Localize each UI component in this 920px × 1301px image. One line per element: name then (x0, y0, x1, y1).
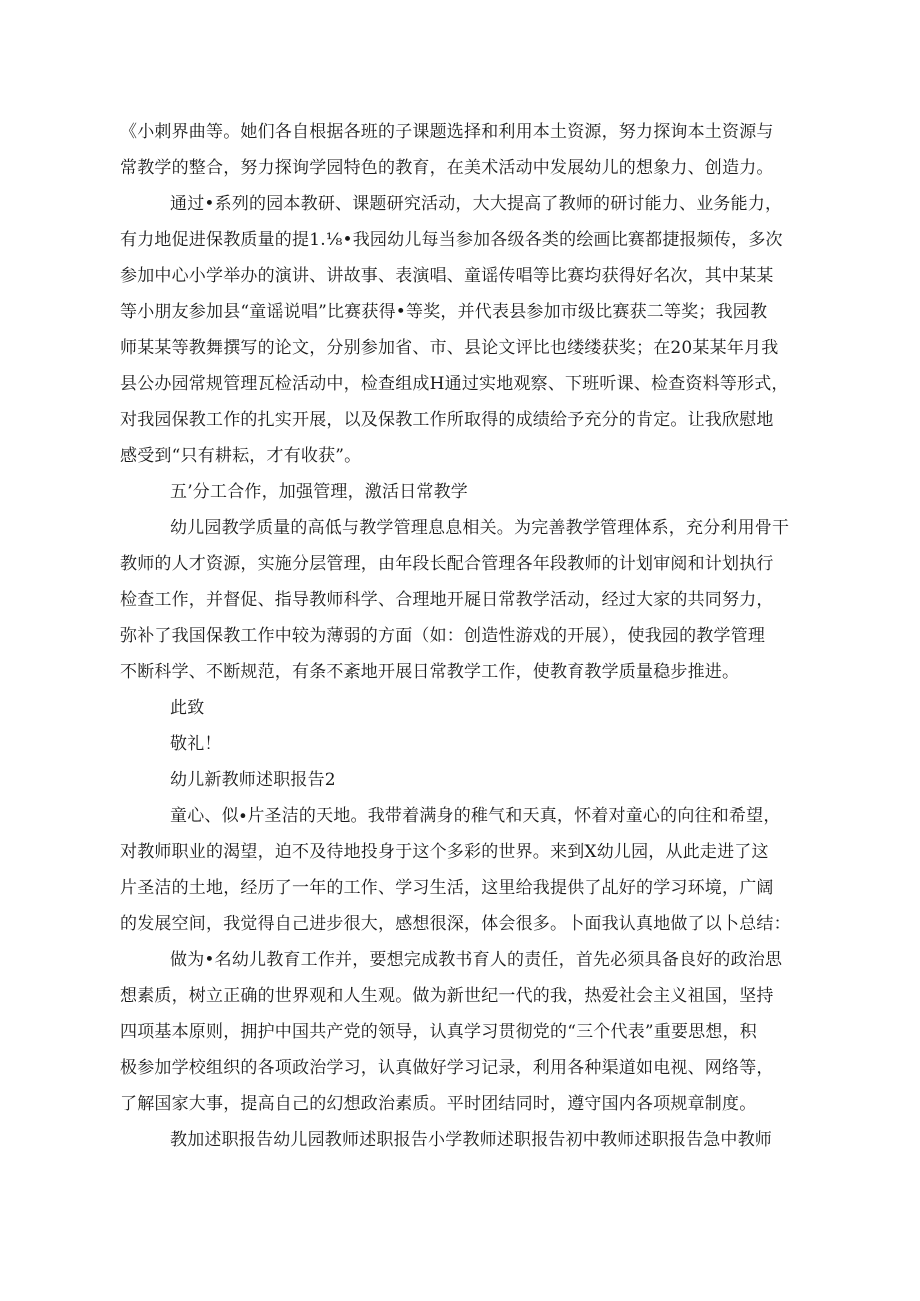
paragraph-line: 片圣洁的土地，经历了一年的工作、学习生活，这里给我提供了乩好的学习环境，广阔 (120, 878, 774, 898)
paragraph-line: 想素质，树立正确的世界观和人生观。做为新世纪一代的我，热爱社会主义祖国，坚持 (120, 986, 774, 1006)
paragraph-line: 等小朋友参加县“童谣说唱”比赛获得•等奖，并代表县参加市级比赛获二等奖；我园教 (120, 302, 768, 322)
closing-line: 此致 (170, 698, 205, 718)
paragraph-line: 做为•名幼儿教育工作并，要想完成教书育人的责任，首先必须具备良好的政治思 (170, 950, 783, 970)
paragraph-line: 童心、似∙片圣洁的天地。我带着满身的稚气和天真，怀着对童心的向往和希望， (170, 806, 781, 826)
paragraph-line: 四项基本原则，拥护中国共产党的领导，认真学习贯彻党的“三个代表”重要思想，积 (120, 1022, 757, 1042)
paragraph-line: 检查工作，并督促、指导教师科学、合理地开屣日常教学活动，经过大家的共同努力， (120, 590, 774, 610)
paragraph-line: 感受到“只有耕耘，才有收获”。 (120, 446, 362, 466)
footer-line: 教加述职报告幼儿园教师述职报告小学教师述职报告初中教师述职报告急中教师 (170, 1130, 772, 1150)
paragraph-line: 的发展空间，我觉得自己进步很大，感想很深，体会很多。卜面我认真地做了以卜总结： (120, 914, 791, 934)
paragraph-line: 通过•系列的园本教研、课题研究活动，大大提高了教师的研讨能力、业务能力， (170, 194, 783, 214)
paragraph-line: 有力地促进保教质量的提1.⅛•我园幼儿每当参加各级各类的绘画比赛都捷报频传，多次 (120, 230, 783, 250)
paragraph-line: 了解国家大事，提高自己的幻想政治素质。平时团结同时，遵守国内各项规章制度。 (120, 1094, 757, 1114)
paragraph-line: 不断科学、不断规范，有条不紊地开展日常教学工作，使教育教学质量稳步推进。 (120, 662, 740, 682)
paragraph-line: 常教学的整合，努力探询学园特色的教育，在美术活动中发展幼儿的想象力、创造力。 (120, 158, 774, 178)
paragraph-line: 对我园保教工作的扎实开展，以及保教工作所取得的成绩给予充分的肯定。让我欣慰地 (120, 410, 774, 430)
closing-line: 敬礼！ (170, 734, 222, 754)
paragraph-line: 师某某等教舞撰写的论文，分别参加省、市、县论文评比也缕缕获奖；在20某某年月我 (120, 338, 779, 358)
paragraph-line: 县公办园常规管理瓦检活动中，检查组成H通过实地观察、下班听课、检查资料等形式， (120, 374, 789, 394)
paragraph-line: 极参加学校组织的各项政治学习，认真做好学习记录，利用各种渠道如电视、网络等， (120, 1058, 774, 1078)
paragraph-line: 教师的人才资源，实施分层管理，由年段长配合管理各年段教师的计划审阅和计划执行 (120, 554, 774, 574)
paragraph-line: 对教师职业的渴望，迫不及待地投身于这个多彩的世界。来到X幼儿园，从此走进了这 (120, 842, 769, 862)
paragraph-line: 弥补了我国保教工作中较为薄弱的方面（如：创造性游戏的开展），使我园的教学管理 (120, 626, 766, 646)
paragraph-line: 《小刺界曲等。她们各自根据各班的子课题选择和利用本土资源，努力探询本土资源与 (120, 122, 774, 142)
section-heading: 幼儿新教师述职报告2 (170, 770, 336, 790)
paragraph-line: 幼儿园教学质量的高低与教学管理息息相关。为完善教学管理体系，充分利用骨干 (170, 518, 790, 538)
paragraph-line: 参加中心小学举办的演讲、讲故事、表演唱、童谣传唱等比赛均获得好名次，其中某某 (120, 266, 774, 286)
section-heading: 五’分工合作，加强管理，激活日常教学 (170, 482, 469, 502)
